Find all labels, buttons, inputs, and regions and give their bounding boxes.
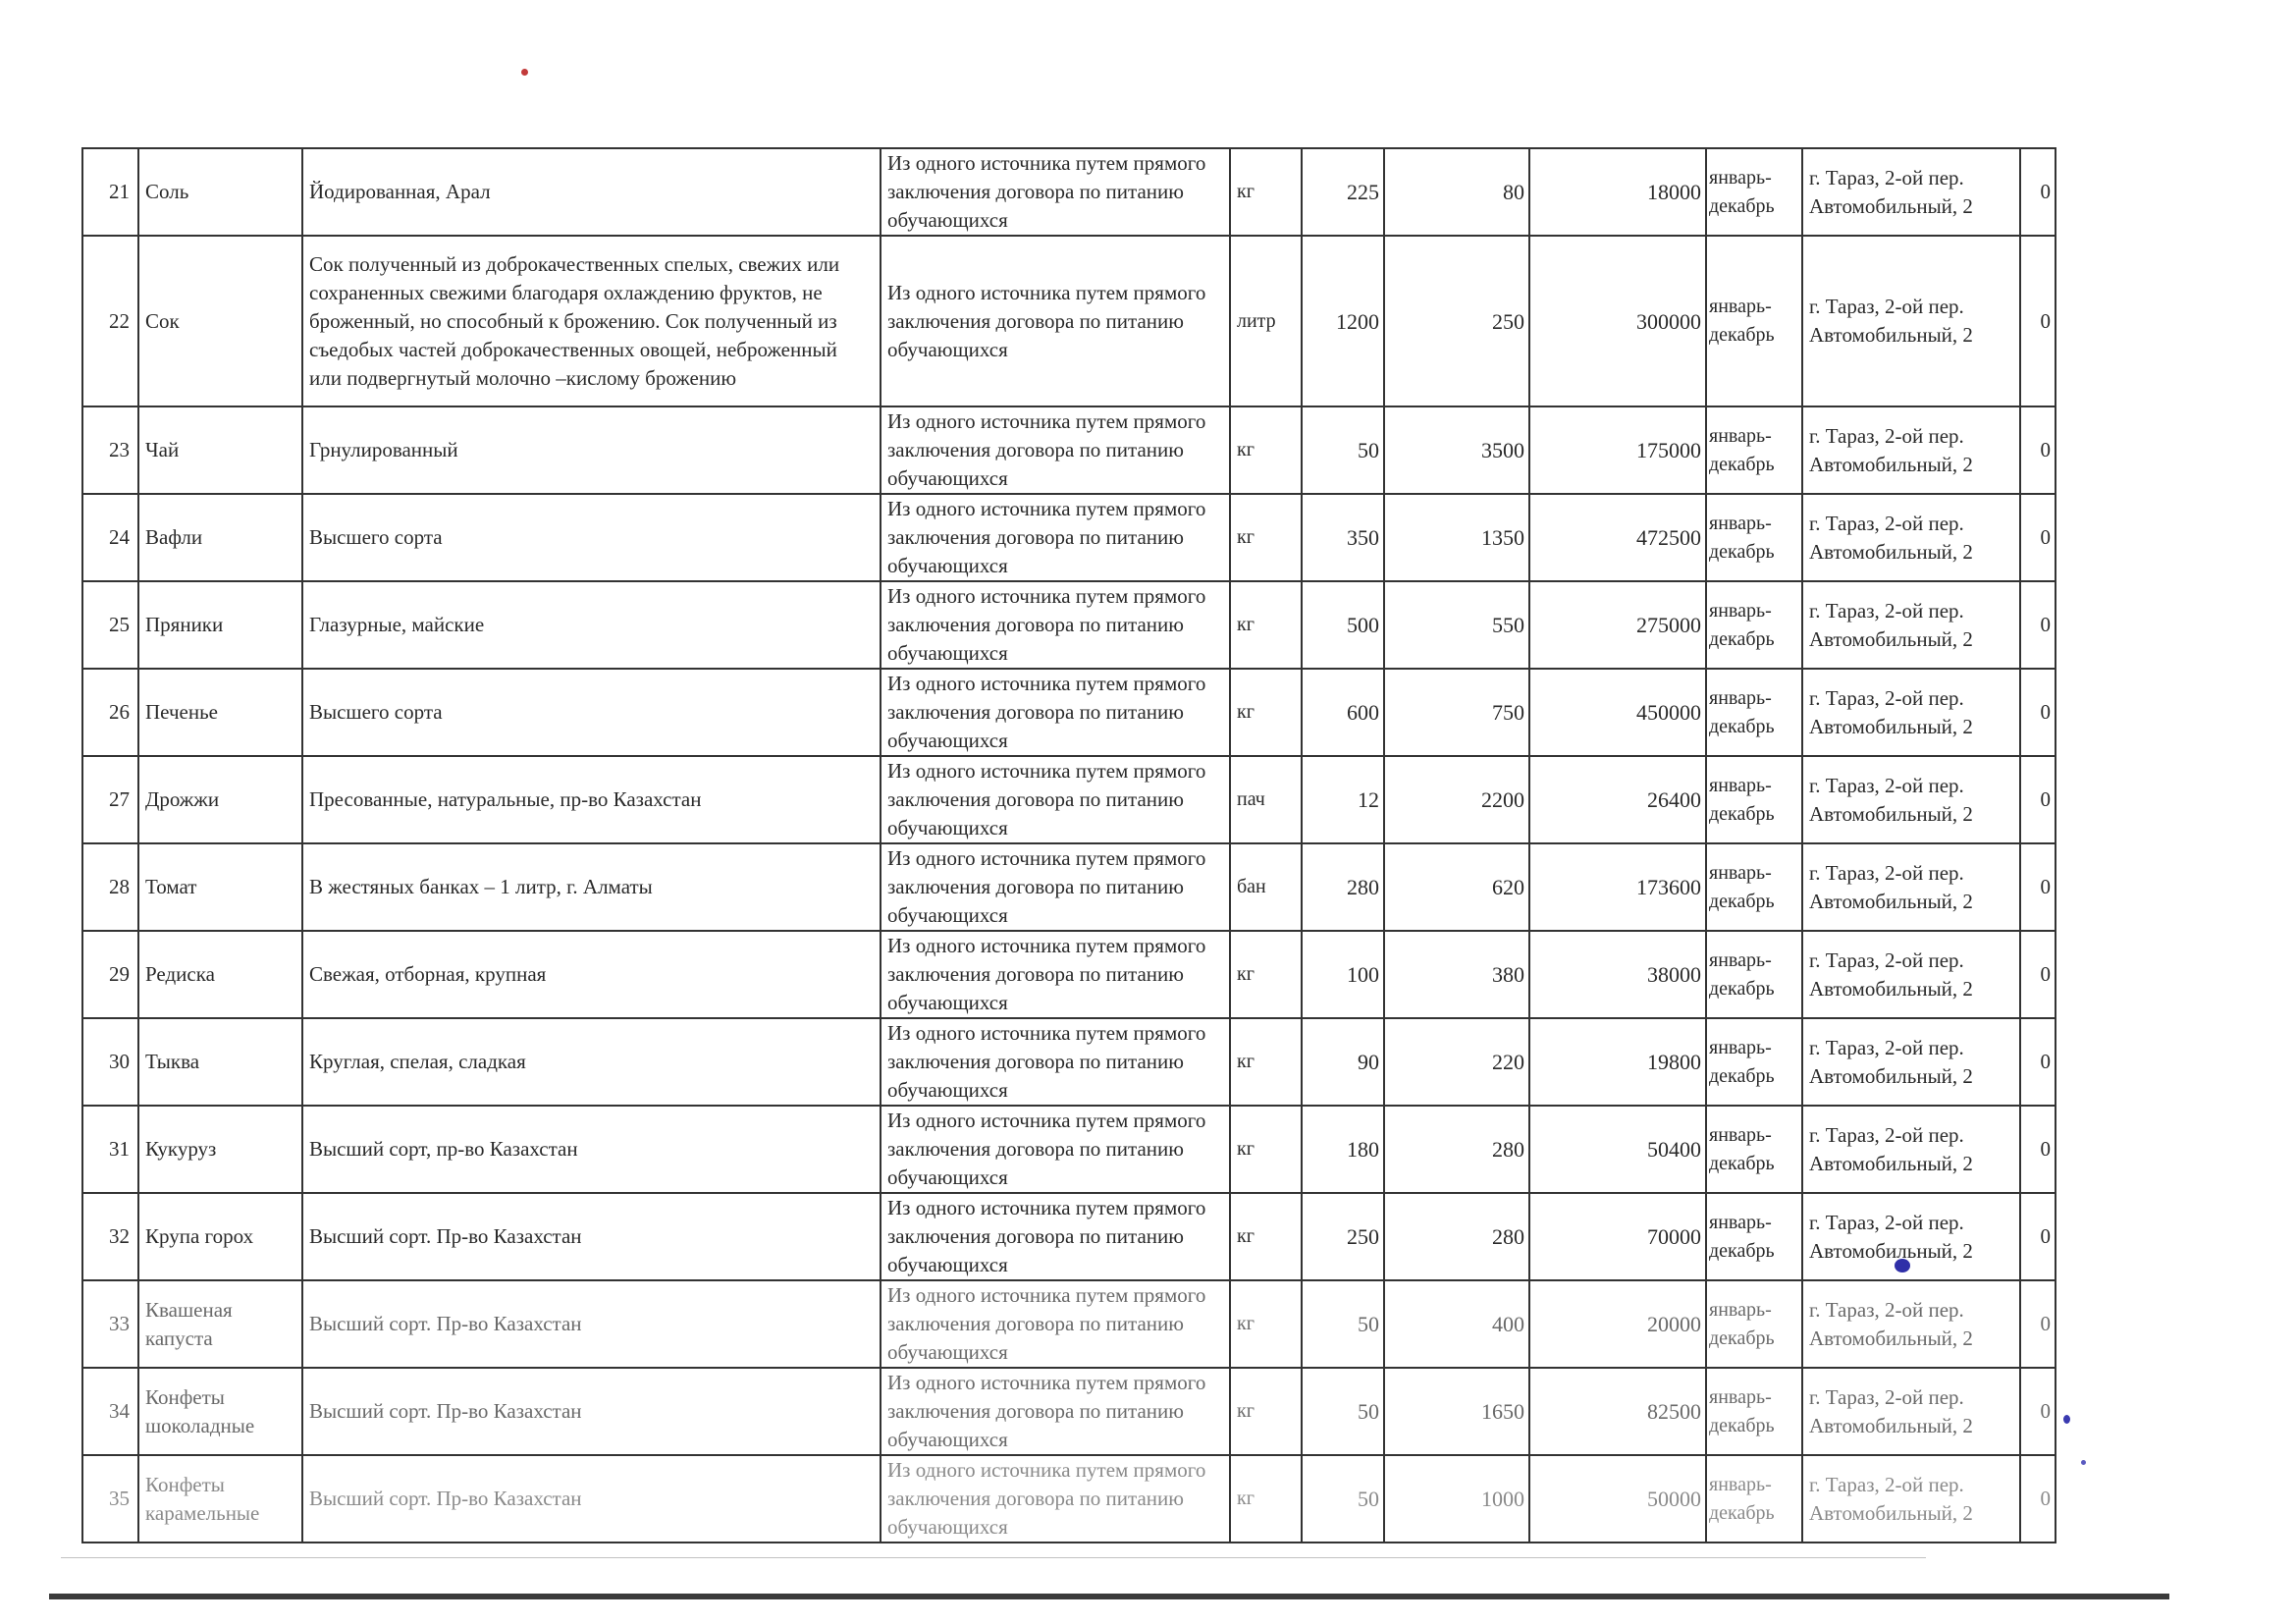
total-amount-cell: 175000 xyxy=(1529,406,1706,494)
total-amount-cell: 20000 xyxy=(1529,1280,1706,1368)
row-number-cell: 25 xyxy=(82,581,138,669)
item-name-cell: Кукуруз xyxy=(138,1106,302,1193)
delivery-period-cell: январь-декабрь xyxy=(1706,494,1802,581)
unit-price-cell: 1650 xyxy=(1384,1368,1529,1455)
quantity-cell: 90 xyxy=(1302,1018,1384,1106)
delivery-place-cell: г. Тараз, 2-ой пер. Автомобильный, 2 xyxy=(1802,931,2020,1018)
delivery-period-cell: январь-декабрь xyxy=(1706,756,1802,843)
delivery-period-cell: январь-декабрь xyxy=(1706,1280,1802,1368)
advance-payment-cell: 0 xyxy=(2020,1018,2056,1106)
delivery-period-cell: январь-декабрь xyxy=(1706,1368,1802,1455)
delivery-place-cell: г. Тараз, 2-ой пер. Автомобильный, 2 xyxy=(1802,1193,2020,1280)
table-row xyxy=(82,1106,2056,1193)
unit-of-measure-cell: кг xyxy=(1230,1018,1302,1106)
table-row xyxy=(82,406,2056,494)
row-number-cell: 27 xyxy=(82,756,138,843)
quantity-cell: 225 xyxy=(1302,148,1384,236)
unit-of-measure-cell: кг xyxy=(1230,1280,1302,1368)
delivery-period-cell: январь-декабрь xyxy=(1706,236,1802,406)
delivery-place-cell: г. Тараз, 2-ой пер. Автомобильный, 2 xyxy=(1802,669,2020,756)
item-description-cell: Круглая, спелая, сладкая xyxy=(302,1018,881,1106)
unit-of-measure-cell: кг xyxy=(1230,494,1302,581)
total-amount-cell: 275000 xyxy=(1529,581,1706,669)
item-name-cell: Квашеная капуста xyxy=(138,1280,302,1368)
procurement-method-cell: Из одного источника путем прямого заключения договора по питанию обучающихся xyxy=(881,494,1230,581)
row-number-cell: 24 xyxy=(82,494,138,581)
unit-price-cell: 550 xyxy=(1384,581,1529,669)
unit-of-measure-cell: кг xyxy=(1230,1368,1302,1455)
item-name-cell: Вафли xyxy=(138,494,302,581)
total-amount-cell: 82500 xyxy=(1529,1368,1706,1455)
item-name-cell: Соль xyxy=(138,148,302,236)
row-number-cell: 28 xyxy=(82,843,138,931)
delivery-period-cell: январь-декабрь xyxy=(1706,406,1802,494)
item-name-cell: Крупа горох xyxy=(138,1193,302,1280)
advance-payment-cell: 0 xyxy=(2020,1368,2056,1455)
quantity-cell: 50 xyxy=(1302,1368,1384,1455)
total-amount-cell: 50000 xyxy=(1529,1455,1706,1543)
delivery-period-cell: январь-декабрь xyxy=(1706,148,1802,236)
unit-price-cell: 220 xyxy=(1384,1018,1529,1106)
item-description-cell: Высшего сорта xyxy=(302,669,881,756)
delivery-place-cell: г. Тараз, 2-ой пер. Автомобильный, 2 xyxy=(1802,406,2020,494)
unit-price-cell: 80 xyxy=(1384,148,1529,236)
advance-payment-cell: 0 xyxy=(2020,1106,2056,1193)
procurement-method-cell: Из одного источника путем прямого заключения договора по питанию обучающихся xyxy=(881,581,1230,669)
delivery-place-cell: г. Тараз, 2-ой пер. Автомобильный, 2 xyxy=(1802,236,2020,406)
total-amount-cell: 173600 xyxy=(1529,843,1706,931)
item-name-cell: Конфеты карамельные xyxy=(138,1455,302,1543)
table-row xyxy=(82,756,2056,843)
total-amount-cell: 18000 xyxy=(1529,148,1706,236)
table-row xyxy=(82,931,2056,1018)
advance-payment-cell: 0 xyxy=(2020,756,2056,843)
quantity-cell: 50 xyxy=(1302,406,1384,494)
total-amount-cell: 300000 xyxy=(1529,236,1706,406)
unit-price-cell: 750 xyxy=(1384,669,1529,756)
advance-payment-cell: 0 xyxy=(2020,1455,2056,1543)
item-description-cell: Высший сорт, пр-во Казахстан xyxy=(302,1106,881,1193)
row-number-cell: 26 xyxy=(82,669,138,756)
delivery-period-cell: январь-декабрь xyxy=(1706,669,1802,756)
unit-price-cell: 1350 xyxy=(1384,494,1529,581)
unit-of-measure-cell: кг xyxy=(1230,669,1302,756)
item-name-cell: Конфеты шоколадные xyxy=(138,1368,302,1455)
procurement-method-cell: Из одного источника путем прямого заключения договора по питанию обучающихся xyxy=(881,1018,1230,1106)
table-row xyxy=(82,669,2056,756)
total-amount-cell: 450000 xyxy=(1529,669,1706,756)
unit-price-cell: 280 xyxy=(1384,1106,1529,1193)
procurement-table-body xyxy=(82,148,2056,1543)
table-row xyxy=(82,148,2056,236)
table-row xyxy=(82,1368,2056,1455)
unit-price-cell: 250 xyxy=(1384,236,1529,406)
quantity-cell: 12 xyxy=(1302,756,1384,843)
delivery-period-cell: январь-декабрь xyxy=(1706,581,1802,669)
item-name-cell: Дрожжи xyxy=(138,756,302,843)
table-row xyxy=(82,236,2056,406)
unit-price-cell: 2200 xyxy=(1384,756,1529,843)
scan-ink-speck xyxy=(2081,1460,2086,1465)
item-name-cell: Пряники xyxy=(138,581,302,669)
row-number-cell: 22 xyxy=(82,236,138,406)
row-number-cell: 30 xyxy=(82,1018,138,1106)
unit-of-measure-cell: пач xyxy=(1230,756,1302,843)
unit-of-measure-cell: кг xyxy=(1230,931,1302,1018)
item-name-cell: Печенье xyxy=(138,669,302,756)
quantity-cell: 1200 xyxy=(1302,236,1384,406)
item-name-cell: Томат xyxy=(138,843,302,931)
unit-of-measure-cell: кг xyxy=(1230,1193,1302,1280)
quantity-cell: 100 xyxy=(1302,931,1384,1018)
advance-payment-cell: 0 xyxy=(2020,1280,2056,1368)
scan-ink-speck xyxy=(521,69,528,76)
row-number-cell: 23 xyxy=(82,406,138,494)
unit-price-cell: 3500 xyxy=(1384,406,1529,494)
item-name-cell: Редиска xyxy=(138,931,302,1018)
unit-of-measure-cell: кг xyxy=(1230,1106,1302,1193)
quantity-cell: 600 xyxy=(1302,669,1384,756)
unit-price-cell: 620 xyxy=(1384,843,1529,931)
unit-of-measure-cell: литр xyxy=(1230,236,1302,406)
row-number-cell: 21 xyxy=(82,148,138,236)
row-number-cell: 34 xyxy=(82,1368,138,1455)
advance-payment-cell: 0 xyxy=(2020,148,2056,236)
advance-payment-cell: 0 xyxy=(2020,406,2056,494)
table-row xyxy=(82,1280,2056,1368)
quantity-cell: 500 xyxy=(1302,581,1384,669)
item-description-cell: Высший сорт. Пр-во Казахстан xyxy=(302,1368,881,1455)
item-name-cell: Тыква xyxy=(138,1018,302,1106)
delivery-place-cell: г. Тараз, 2-ой пер. Автомобильный, 2 xyxy=(1802,494,2020,581)
total-amount-cell: 50400 xyxy=(1529,1106,1706,1193)
scan-ink-speck xyxy=(2063,1415,2070,1424)
procurement-method-cell: Из одного источника путем прямого заключения договора по питанию обучающихся xyxy=(881,1193,1230,1280)
quantity-cell: 50 xyxy=(1302,1455,1384,1543)
item-description-cell: Сок полученный из доброкачественных спелых, свежих или сохраненных свежими благодаря охлаждению фруктов, не броженный, но способный к брожению. Сок полученный из съедобых частей доброкачественных овощей, неброженный или подвергнутый молочно –кислому брожению xyxy=(302,236,881,406)
procurement-method-cell: Из одного источника путем прямого заключения договора по питанию обучающихся xyxy=(881,1280,1230,1368)
total-amount-cell: 472500 xyxy=(1529,494,1706,581)
procurement-method-cell: Из одного источника путем прямого заключения договора по питанию обучающихся xyxy=(881,1455,1230,1543)
item-name-cell: Сок xyxy=(138,236,302,406)
delivery-period-cell: январь-декабрь xyxy=(1706,1018,1802,1106)
advance-payment-cell: 0 xyxy=(2020,1193,2056,1280)
table-row xyxy=(82,843,2056,931)
row-number-cell: 35 xyxy=(82,1455,138,1543)
advance-payment-cell: 0 xyxy=(2020,843,2056,931)
advance-payment-cell: 0 xyxy=(2020,669,2056,756)
delivery-period-cell: январь-декабрь xyxy=(1706,1106,1802,1193)
quantity-cell: 280 xyxy=(1302,843,1384,931)
total-amount-cell: 38000 xyxy=(1529,931,1706,1018)
unit-price-cell: 280 xyxy=(1384,1193,1529,1280)
unit-of-measure-cell: бан xyxy=(1230,843,1302,931)
delivery-place-cell: г. Тараз, 2-ой пер. Автомобильный, 2 xyxy=(1802,1280,2020,1368)
unit-of-measure-cell: кг xyxy=(1230,406,1302,494)
item-description-cell: Грнулированный xyxy=(302,406,881,494)
delivery-place-cell: г. Тараз, 2-ой пер. Автомобильный, 2 xyxy=(1802,1455,2020,1543)
delivery-period-cell: январь-декабрь xyxy=(1706,1193,1802,1280)
table-row xyxy=(82,1193,2056,1280)
delivery-place-cell: г. Тараз, 2-ой пер. Автомобильный, 2 xyxy=(1802,1106,2020,1193)
item-description-cell: Пресованные, натуральные, пр-во Казахстан xyxy=(302,756,881,843)
total-amount-cell: 26400 xyxy=(1529,756,1706,843)
procurement-table xyxy=(81,147,2056,1543)
advance-payment-cell: 0 xyxy=(2020,494,2056,581)
delivery-period-cell: январь-декабрь xyxy=(1706,931,1802,1018)
procurement-method-cell: Из одного источника путем прямого заключения договора по питанию обучающихся xyxy=(881,406,1230,494)
advance-payment-cell: 0 xyxy=(2020,931,2056,1018)
procurement-method-cell: Из одного источника путем прямого заключения договора по питанию обучающихся xyxy=(881,1368,1230,1455)
procurement-method-cell: Из одного источника путем прямого заключения договора по питанию обучающихся xyxy=(881,236,1230,406)
item-description-cell: Высший сорт. Пр-во Казахстан xyxy=(302,1193,881,1280)
delivery-place-cell: г. Тараз, 2-ой пер. Автомобильный, 2 xyxy=(1802,581,2020,669)
row-number-cell: 32 xyxy=(82,1193,138,1280)
procurement-method-cell: Из одного источника путем прямого заключения договора по питанию обучающихся xyxy=(881,756,1230,843)
quantity-cell: 350 xyxy=(1302,494,1384,581)
item-description-cell: Свежая, отборная, крупная xyxy=(302,931,881,1018)
item-description-cell: В жестяных банках – 1 литр, г. Алматы xyxy=(302,843,881,931)
table-row xyxy=(82,1455,2056,1543)
procurement-method-cell: Из одного источника путем прямого заключения договора по питанию обучающихся xyxy=(881,1106,1230,1193)
delivery-place-cell: г. Тараз, 2-ой пер. Автомобильный, 2 xyxy=(1802,1368,2020,1455)
item-description-cell: Йодированная, Арал xyxy=(302,148,881,236)
row-number-cell: 31 xyxy=(82,1106,138,1193)
item-description-cell: Высший сорт. Пр-во Казахстан xyxy=(302,1280,881,1368)
unit-of-measure-cell: кг xyxy=(1230,581,1302,669)
row-number-cell: 29 xyxy=(82,931,138,1018)
table-row xyxy=(82,494,2056,581)
scan-faint-line xyxy=(61,1557,1926,1558)
total-amount-cell: 19800 xyxy=(1529,1018,1706,1106)
unit-of-measure-cell: кг xyxy=(1230,148,1302,236)
unit-price-cell: 1000 xyxy=(1384,1455,1529,1543)
unit-price-cell: 400 xyxy=(1384,1280,1529,1368)
procurement-method-cell: Из одного источника путем прямого заключения договора по питанию обучающихся xyxy=(881,931,1230,1018)
item-description-cell: Высшего сорта xyxy=(302,494,881,581)
procurement-method-cell: Из одного источника путем прямого заключения договора по питанию обучающихся xyxy=(881,148,1230,236)
delivery-place-cell: г. Тараз, 2-ой пер. Автомобильный, 2 xyxy=(1802,756,2020,843)
item-name-cell: Чай xyxy=(138,406,302,494)
total-amount-cell: 70000 xyxy=(1529,1193,1706,1280)
quantity-cell: 180 xyxy=(1302,1106,1384,1193)
advance-payment-cell: 0 xyxy=(2020,581,2056,669)
row-number-cell: 33 xyxy=(82,1280,138,1368)
quantity-cell: 50 xyxy=(1302,1280,1384,1368)
unit-price-cell: 380 xyxy=(1384,931,1529,1018)
item-description-cell: Высший сорт. Пр-во Казахстан xyxy=(302,1455,881,1543)
delivery-place-cell: г. Тараз, 2-ой пер. Автомобильный, 2 xyxy=(1802,148,2020,236)
advance-payment-cell: 0 xyxy=(2020,236,2056,406)
item-description-cell: Глазурные, майские xyxy=(302,581,881,669)
delivery-period-cell: январь-декабрь xyxy=(1706,843,1802,931)
procurement-method-cell: Из одного источника путем прямого заключения договора по питанию обучающихся xyxy=(881,843,1230,931)
delivery-period-cell: январь-декабрь xyxy=(1706,1455,1802,1543)
scan-page-edge xyxy=(49,1594,2169,1599)
table-row xyxy=(82,1018,2056,1106)
table-row xyxy=(82,581,2056,669)
delivery-place-cell: г. Тараз, 2-ой пер. Автомобильный, 2 xyxy=(1802,843,2020,931)
unit-of-measure-cell: кг xyxy=(1230,1455,1302,1543)
procurement-method-cell: Из одного источника путем прямого заключения договора по питанию обучающихся xyxy=(881,669,1230,756)
delivery-place-cell: г. Тараз, 2-ой пер. Автомобильный, 2 xyxy=(1802,1018,2020,1106)
quantity-cell: 250 xyxy=(1302,1193,1384,1280)
